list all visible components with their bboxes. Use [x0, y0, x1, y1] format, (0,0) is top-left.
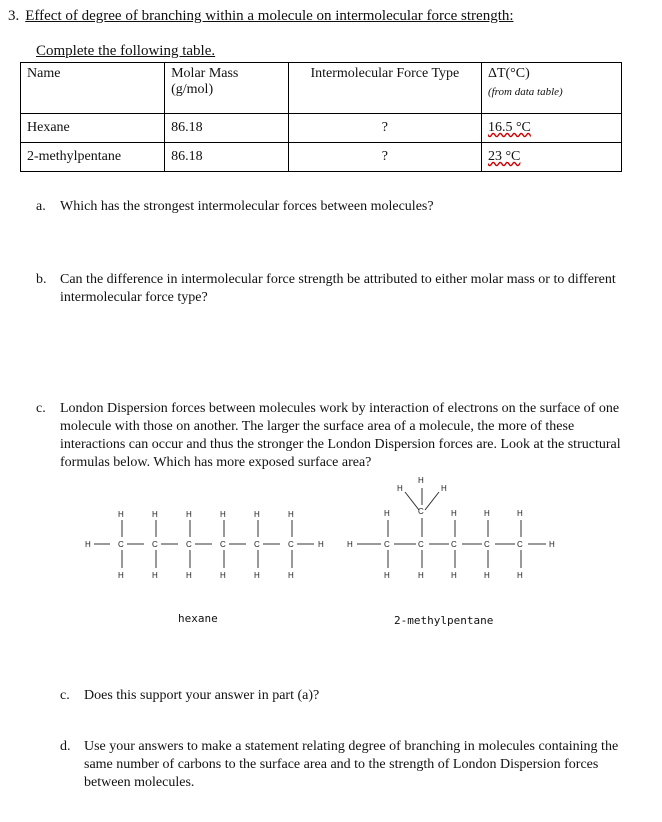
question-a-text: Which has the strongest intermolecular forces between molecules?: [60, 199, 434, 214]
cell-imf-type[interactable]: ?: [288, 143, 481, 172]
header-imf-type: Intermolecular Force Type: [288, 63, 481, 114]
cell-delta-t-value: 23 °C: [487, 149, 521, 164]
question-c2-text: Does this support your answer in part (a)?: [84, 688, 320, 703]
methylpentane-structure: [343, 474, 573, 590]
header-name: Name: [21, 63, 165, 114]
header-delta-t-label: ΔT(°C): [487, 66, 530, 81]
cell-imf-type[interactable]: ?: [288, 114, 481, 143]
atom-h: H: [220, 510, 226, 519]
header-delta-t-note: (from data table): [487, 86, 563, 98]
question-heading: [8, 8, 514, 25]
atom-h: H: [384, 509, 390, 518]
atom-h: H: [418, 476, 424, 485]
question-c2-label: c.: [60, 688, 70, 703]
question-a-label: a.: [36, 199, 46, 214]
methylpentane-label: 2-methylpentane: [394, 614, 494, 627]
table-row: [21, 143, 622, 172]
question-b-text: Can the difference in intermolecular force strength be attributed to either molar mass or to different intermolecular force type?: [60, 272, 616, 305]
atom-h: H: [85, 540, 91, 549]
atom-h: H: [118, 571, 124, 580]
question-c1-label: c.: [36, 401, 46, 416]
cell-name: Hexane: [21, 114, 165, 143]
header-molar-mass-line2: (g/mol): [171, 82, 214, 97]
question-c2: [60, 687, 620, 707]
question-c1-text: London Dispersion forces between molecules work by interaction of electrons on the surface of one molecule with those on another. The larger the surface area of a molecule, the more of these interactions can occur and thus the stronger the London Dispersion forces are. Look at the structural formulas below. Which has more exposed surface area?: [60, 401, 621, 470]
question-d-text: Use your answers to make a statement relating degree of branching in molecules containing the same number of carbons to the surface area and to the strength of London Dispersion forces between molecules.: [84, 739, 619, 790]
cell-delta-t-value: 16.5 °C: [487, 120, 531, 135]
atom-h: H: [186, 510, 192, 519]
question-a: [36, 198, 636, 218]
atom-h: H: [397, 484, 403, 493]
atom-c: C: [220, 540, 226, 549]
atom-h: H: [347, 540, 353, 549]
atom-h: H: [254, 510, 260, 519]
hexane-structure: [82, 506, 332, 590]
atom-h: H: [517, 571, 523, 580]
atom-h: H: [186, 571, 192, 580]
header-molar-mass: [165, 63, 289, 114]
question-title: Effect of degree of branching within a molecule on intermolecular force strength:: [25, 8, 514, 24]
question-c1: [36, 400, 640, 476]
atom-c: C: [288, 540, 294, 549]
atom-c: C: [517, 540, 523, 549]
data-table: [20, 62, 622, 172]
atom-h: H: [418, 571, 424, 580]
cell-delta-t: [481, 114, 621, 143]
atom-c: C: [384, 540, 390, 549]
question-d-label: d.: [60, 739, 71, 754]
table-header-row: [21, 63, 622, 114]
atom-h: H: [288, 571, 294, 580]
atom-h: H: [484, 571, 490, 580]
cell-molar-mass: 86.18: [165, 143, 289, 172]
atom-h: H: [254, 571, 260, 580]
atom-c: C: [484, 540, 490, 549]
cell-delta-t: [481, 143, 621, 172]
atom-h: H: [549, 540, 555, 549]
atom-h: H: [451, 571, 457, 580]
atom-h: H: [152, 571, 158, 580]
question-b: [36, 271, 636, 311]
atom-c: C: [152, 540, 158, 549]
atom-h: H: [441, 484, 447, 493]
table-row: [21, 114, 622, 143]
atom-h: H: [484, 509, 490, 518]
question-d: [60, 738, 640, 798]
atom-h: H: [118, 510, 124, 519]
atom-c: C: [418, 507, 424, 516]
atom-c: C: [451, 540, 457, 549]
atom-h: H: [318, 540, 324, 549]
atom-h: H: [517, 509, 523, 518]
table-instruction: Complete the following table.: [36, 43, 216, 59]
cell-molar-mass: 86.18: [165, 114, 289, 143]
atom-h: H: [288, 510, 294, 519]
header-delta-t: [481, 63, 621, 114]
question-b-label: b.: [36, 272, 47, 287]
atom-h: H: [220, 571, 226, 580]
atom-c: C: [418, 540, 424, 549]
atom-h: H: [384, 571, 390, 580]
cell-name: 2-methylpentane: [21, 143, 165, 172]
atom-h: H: [451, 509, 457, 518]
header-molar-mass-line1: Molar Mass: [171, 66, 239, 81]
hexane-label: hexane: [178, 612, 218, 625]
atom-c: C: [186, 540, 192, 549]
question-number: 3.: [8, 8, 20, 24]
atom-c: C: [118, 540, 124, 549]
atom-h: H: [152, 510, 158, 519]
atom-c: C: [254, 540, 260, 549]
